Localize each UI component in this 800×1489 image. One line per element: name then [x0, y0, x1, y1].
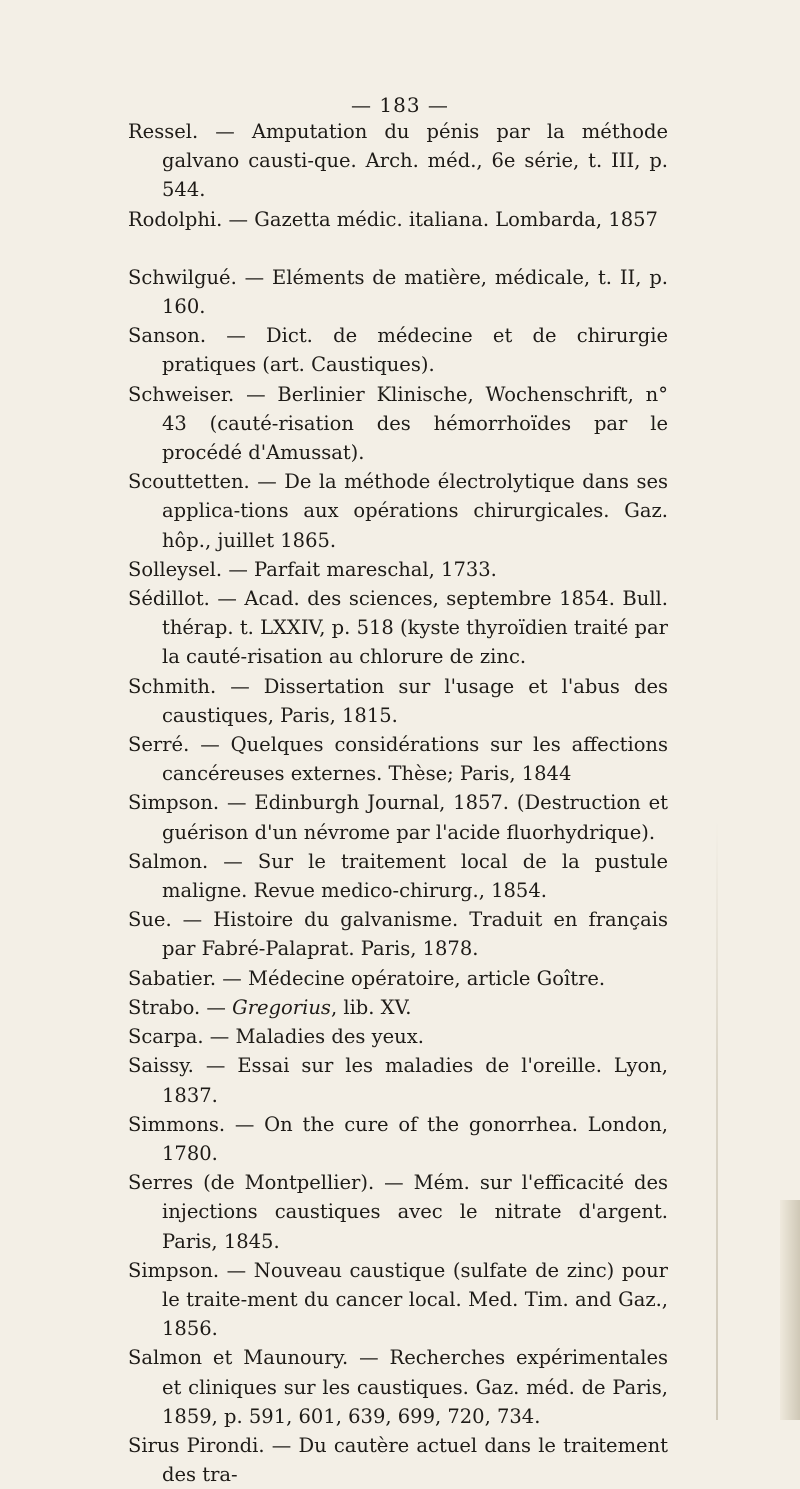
entry-text: — Recherches expérimentales et cliniques sur les caustiques. Gaz. méd. de Paris, 1859, p. 591, 601, 639, 699, 720, 734.	[162, 1346, 668, 1428]
entry-author: Salmon.	[128, 849, 209, 873]
bibliography-entry	[128, 993, 668, 1022]
entry-text: — Gazetta médic. italiana. Lombarda, 1857	[222, 207, 658, 231]
entry-text: — Histoire du galvanisme. Traduit en français par Fabré-Palaprat. Paris, 1878.	[162, 908, 668, 961]
bibliography-entry	[128, 263, 668, 321]
entry-author: Sabatier.	[128, 966, 217, 990]
entry-author: Solleysel.	[128, 557, 223, 581]
entry-text: — Parfait mareschal, 1733.	[222, 557, 497, 581]
entry-author: Schwilgué.	[128, 265, 237, 289]
entry-text: — Maladies des yeux.	[203, 1025, 424, 1049]
entry-author: Simpson.	[128, 1258, 220, 1282]
entry-text: — De la méthode électrolytique dans ses applica-tions aux opérations chirurgicales. Gaz. hôp., juillet 1865.	[162, 470, 668, 552]
entry-author: Sue.	[128, 908, 172, 932]
page-fold-shadow	[716, 820, 718, 1420]
bibliography-entry	[128, 1256, 668, 1344]
bibliography-entry	[128, 730, 668, 788]
entry-text-after: , lib. XV.	[330, 995, 412, 1019]
bibliography-entry	[128, 964, 668, 993]
entry-text: — Acad. des sciences, septembre 1854. Bull. thérap. t. LXXIV, p. 518 (kyste thyroïdien traité par la cauté-risation au chlorure de zinc.	[162, 587, 668, 669]
page-number: — 183 —	[351, 93, 449, 117]
entry-text: — Berlinier Klinische, Wochenschrift, n° 43 (cauté-risation des hémorrhoïdes par le procédé d'Amussat).	[162, 382, 668, 465]
entry-text: — Amputation du pénis par la méthode galvano causti-que. Arch. méd., 6e série, t. III, p. 544.	[162, 120, 668, 202]
bibliography-entry	[128, 905, 668, 963]
bibliography-entry	[128, 1110, 668, 1168]
entry-author: Rodolphi.	[128, 207, 223, 231]
bibliography-entry	[128, 1051, 668, 1109]
entry-author: Strabo.	[128, 995, 201, 1019]
entry-author: Serres (de Montpellier).	[128, 1171, 375, 1195]
entry-italic-title: Gregorius	[232, 995, 331, 1019]
entry-author: Ressel.	[128, 120, 199, 143]
entry-author: Sirus Pirondi.	[128, 1433, 265, 1457]
entry-author: Scouttetten.	[128, 470, 250, 494]
bibliography-entry	[128, 467, 668, 555]
bibliography-entry	[128, 788, 668, 846]
entry-author: Schweiser.	[128, 382, 235, 406]
entry-author: Sanson.	[128, 324, 207, 348]
page-edge-shadow	[780, 1200, 800, 1420]
bibliography-entry	[128, 205, 668, 234]
entry-author: Sédillot.	[128, 587, 210, 611]
entry-author: Schmith.	[128, 674, 217, 698]
bibliography-entry	[128, 555, 668, 584]
entry-text: — Mém. sur l'efficacité des injections caustiques avec le nitrate d'argent. Paris, 1845.	[162, 1171, 668, 1253]
bibliography-entry	[128, 117, 668, 205]
entry-text: — Du cautère actuel dans le traitement des tra-	[162, 1433, 668, 1487]
entry-text: — Dissertation sur l'usage et l'abus des caustiques, Paris, 1815.	[162, 674, 668, 727]
bibliography-entry	[128, 1431, 668, 1489]
bibliography-entry	[128, 321, 668, 379]
entry-author: Salmon et Maunoury.	[128, 1346, 349, 1370]
bibliography-entry	[128, 1022, 668, 1051]
entry-text: — Eléments de matière, médicale, t. II, p. 160.	[162, 265, 668, 319]
entry-text: — Essai sur les maladies de l'oreille. Lyon, 1837.	[162, 1054, 668, 1107]
entry-author: Simpson.	[128, 791, 220, 815]
entry-text: — Sur le traitement local de la pustule maligne. Revue medico-chirurg., 1854.	[162, 849, 668, 903]
entry-text: — Médecine opératoire, article Goître.	[216, 966, 606, 990]
entry-text: — Edinburgh Journal, 1857. (Destruction et guérison d'un névrome par l'acide fluorhydrique).	[162, 791, 668, 844]
bibliography-entry	[128, 672, 668, 730]
bibliography-entry	[128, 380, 668, 468]
entry-text: — Nouveau caustique (sulfate de zinc) pour le traite-ment du cancer local. Med. Tim. and Gaz., 1856.	[162, 1258, 668, 1341]
entry-author: Serré.	[128, 733, 190, 757]
entry-author: Saissy.	[128, 1054, 194, 1078]
entry-author: Simmons.	[128, 1112, 226, 1136]
entry-text: — On the cure of the gonorrhea. London, 1780.	[162, 1112, 668, 1165]
entry-text: —	[200, 995, 233, 1019]
bibliography-entry	[128, 847, 668, 905]
bibliography-entry	[128, 584, 668, 672]
bibliography-list	[128, 117, 668, 1489]
entry-author: Scarpa.	[128, 1025, 204, 1049]
entry-text: — Dict. de médecine et de chirurgie pratiques (art. Caustiques).	[162, 324, 668, 377]
bibliography-entry	[128, 1343, 668, 1431]
entry-text: — Quelques considérations sur les affections cancéreuses externes. Thèse; Paris, 1844	[162, 733, 668, 786]
bibliography-entry	[128, 1168, 668, 1256]
